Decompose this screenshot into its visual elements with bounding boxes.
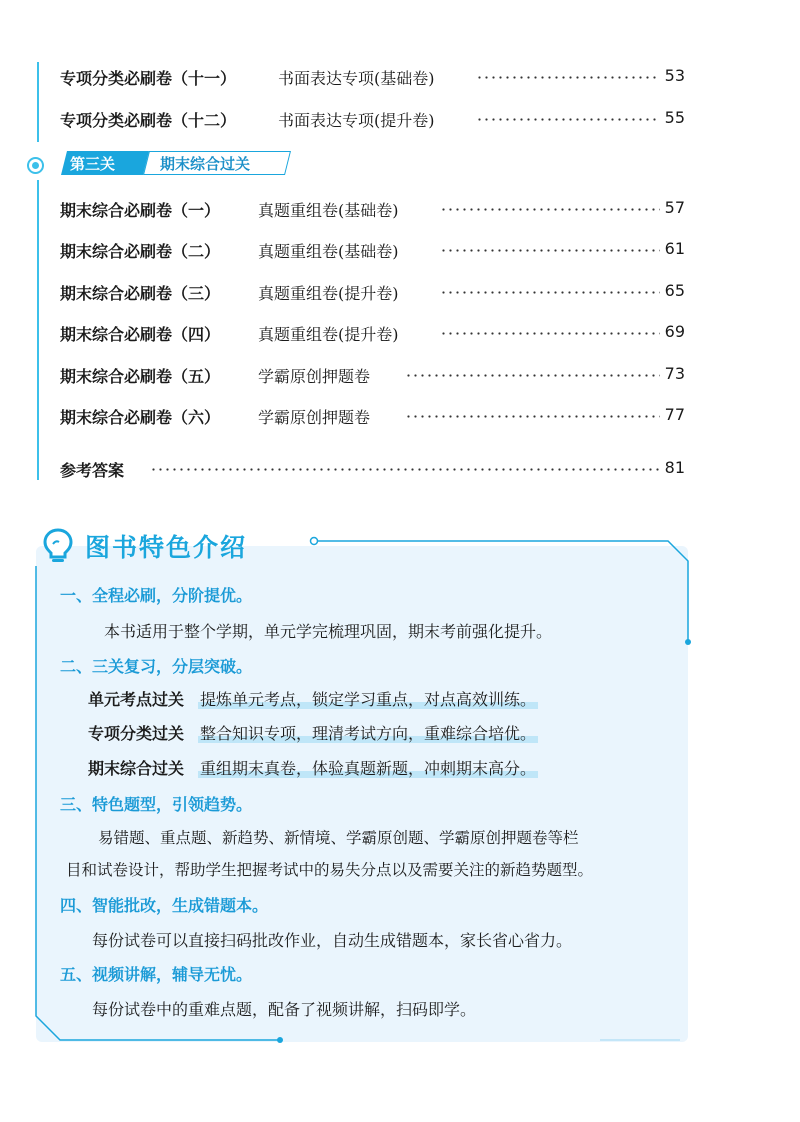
toc-entry-desc: 真题重组卷(基础卷) [258,242,399,261]
section-badge-label: 第三关 [70,155,116,173]
feature-sub-desc: 重组期末真卷，体验真题新题，冲刺期末高分。 [200,759,537,778]
toc-guide-line-bottom [37,180,39,480]
feature-sub-label: 期末综合过关 [88,759,185,778]
toc-entry[interactable] [60,198,700,222]
toc-entry-page: 53 [664,66,685,85]
toc-entry-label: 期末综合必刷卷（四） [60,325,221,344]
toc-entry-label: 专项分类必刷卷（十一） [60,69,237,88]
toc-entry-page: 73 [664,364,685,383]
feature-sub-item [88,687,538,710]
section-title: 期末综合过关 [160,155,251,173]
toc-entry-label: 期末综合必刷卷（二） [60,242,221,261]
toc-entry-label: 期末综合必刷卷（一） [60,201,221,220]
toc-entry-label: 期末综合必刷卷（六） [60,408,221,427]
feature-heading: 五、视频讲解，辅导无忧。 [60,965,253,984]
toc-entry[interactable] [60,66,700,90]
toc-entry-page: 81 [664,458,685,477]
toc-entry-desc: 书面表达专项(提升卷) [278,111,435,130]
feature-text: 每份试卷中的重难点题，配备了视频讲解，扫码即学。 [92,1000,477,1019]
feature-sub-label: 专项分类过关 [88,724,185,743]
toc-entry[interactable] [60,458,700,482]
toc-entry[interactable] [60,108,700,132]
toc-entry-desc: 学霸原创押题卷 [258,367,371,386]
toc-entry-desc: 学霸原创押题卷 [258,408,371,427]
toc-entry[interactable] [60,364,700,388]
feature-text: 易错题、重点题、新趋势、新情境、学霸原创题、学霸原创押题卷等栏 [98,829,579,847]
toc-entry-desc: 真题重组卷(基础卷) [258,201,399,220]
toc-entry-page: 69 [664,322,685,341]
feature-heading: 四、智能批改，生成错题本。 [60,896,269,915]
toc-guide-line-top [37,62,39,142]
feature-sub-desc: 提炼单元考点，锁定学习重点，对点高效训练。 [200,690,537,709]
feature-text: 目和试卷设计，帮助学生把握考试中的易失分点以及需要关注的新趋势题型。 [66,861,594,879]
dot-leader [476,118,660,121]
toc-entry[interactable] [60,281,700,305]
feature-text: 本书适用于整个学期，单元学完梳理巩固，期末考前强化提升。 [104,622,553,641]
toc-entry-desc: 书面表达专项(基础卷) [278,69,435,88]
feature-text: 每份试卷可以直接扫码批改作业，自动生成错题本，家长省心省力。 [92,931,573,950]
toc-entry-label: 专项分类必刷卷（十二） [60,111,237,130]
section-marker-icon [27,157,44,174]
feature-sub-item [88,721,538,744]
feature-sub-desc: 整合知识专项，理清考试方向，重难综合培优。 [200,724,537,743]
feature-heading: 一、全程必刷，分阶提优。 [60,586,253,605]
dot-leader [405,374,660,377]
feature-heading: 三、特色题型，引领趋势。 [60,795,253,814]
toc-entry[interactable] [60,322,700,346]
toc-entry-page: 55 [664,108,685,127]
toc-entry-label: 参考答案 [60,461,125,480]
toc-entry-page: 61 [664,239,685,258]
feature-heading: 二、三关复习，分层突破。 [60,657,253,676]
lightbulb-icon [40,526,76,566]
dot-leader [405,415,660,418]
toc-entry-page: 57 [664,198,685,217]
feature-sub-label: 单元考点过关 [88,690,185,709]
toc-entry[interactable] [60,239,700,263]
toc-entry-page: 77 [664,405,685,424]
toc-entry-label: 期末综合必刷卷（五） [60,367,221,386]
toc-entry-desc: 真题重组卷(提升卷) [258,325,399,344]
dot-leader [440,208,660,211]
toc-entry-page: 65 [664,281,685,300]
dot-leader [440,332,660,335]
toc-entry-desc: 真题重组卷(提升卷) [258,284,399,303]
dot-leader [476,76,660,79]
features-title: 图书特色介绍 [85,533,248,562]
dot-leader [440,291,660,294]
dot-leader [150,468,660,471]
toc-entry-label: 期末综合必刷卷（三） [60,284,221,303]
feature-sub-item [88,756,538,779]
dot-leader [440,249,660,252]
toc-entry[interactable] [60,405,700,429]
